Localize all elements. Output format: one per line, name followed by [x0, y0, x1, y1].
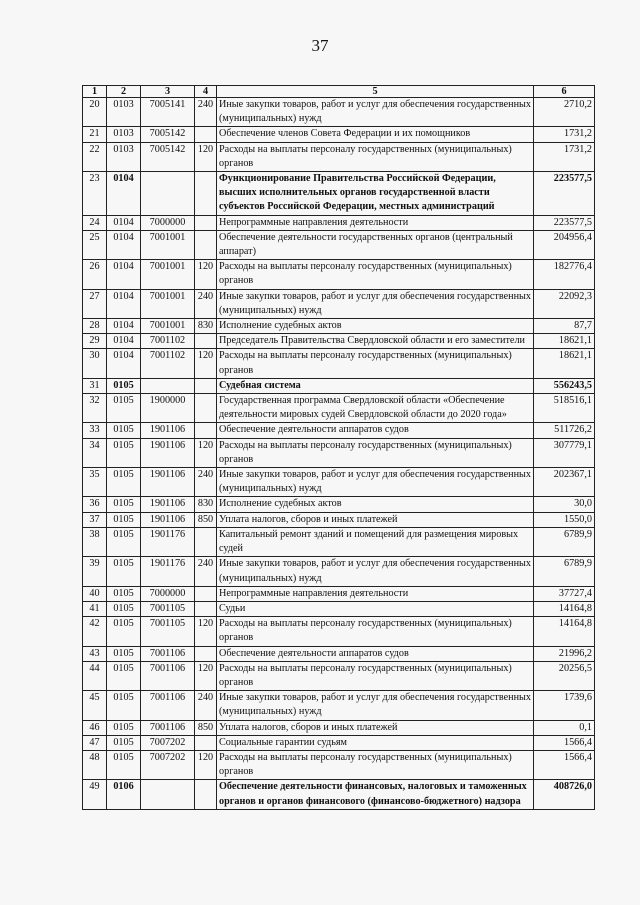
table-row: [83, 557, 595, 586]
budget-table: [82, 85, 595, 810]
section-code: 0105: [107, 646, 141, 661]
row-description: Расходы на выплаты персоналу государственных (муниципальных) органов: [217, 438, 534, 467]
row-description: Иные закупки товаров, работ и услуг для обеспечения государственных (муниципальных) нужд: [217, 691, 534, 720]
row-description: Исполнение судебных актов: [217, 319, 534, 334]
section-code: 0104: [107, 215, 141, 230]
page-number: 37: [311, 36, 329, 55]
row-description: Непрограммные направления деятельности: [217, 586, 534, 601]
table-row: [83, 349, 595, 378]
expense-type: [195, 394, 217, 423]
section-code: 0105: [107, 512, 141, 527]
table-row: [83, 601, 595, 616]
row-amount: 511726,2: [534, 423, 595, 438]
row-number: 29: [83, 334, 107, 349]
expense-type: [195, 334, 217, 349]
row-description: Непрограммные направления деятельности: [217, 215, 534, 230]
table-row: [83, 661, 595, 690]
expense-type: 850: [195, 720, 217, 735]
target-code: 7001106: [141, 661, 195, 690]
row-amount: 18621,1: [534, 349, 595, 378]
table-row: [83, 423, 595, 438]
expense-type: [195, 646, 217, 661]
target-code: 7001106: [141, 691, 195, 720]
expense-type: [195, 378, 217, 393]
expense-type: [195, 735, 217, 750]
target-code: 7001001: [141, 319, 195, 334]
table-header-row: [83, 86, 595, 98]
row-number: 38: [83, 527, 107, 556]
row-description: Обеспечение деятельности аппаратов судов: [217, 646, 534, 661]
table-row: [83, 646, 595, 661]
target-code: 7007202: [141, 750, 195, 779]
table-row: [83, 512, 595, 527]
row-number: 34: [83, 438, 107, 467]
row-number: 30: [83, 349, 107, 378]
expense-type: 120: [195, 661, 217, 690]
row-description: Судебная система: [217, 378, 534, 393]
section-code: 0105: [107, 735, 141, 750]
row-number: 20: [83, 98, 107, 127]
row-amount: 30,0: [534, 497, 595, 512]
target-code: 7001102: [141, 334, 195, 349]
row-description: Иные закупки товаров, работ и услуг для обеспечения государственных (муниципальных) нужд: [217, 468, 534, 497]
row-amount: 1739,6: [534, 691, 595, 720]
row-description: Расходы на выплаты персоналу государственных (муниципальных) органов: [217, 349, 534, 378]
table-row: [83, 230, 595, 259]
target-code: 1901106: [141, 423, 195, 438]
target-code: 1901176: [141, 527, 195, 556]
row-number: 49: [83, 780, 107, 809]
target-code: 7001001: [141, 289, 195, 318]
row-number: 35: [83, 468, 107, 497]
expense-type: 240: [195, 468, 217, 497]
target-code: [141, 780, 195, 809]
header-col-6: 6: [534, 86, 595, 98]
row-number: 21: [83, 127, 107, 142]
row-amount: 1731,2: [534, 142, 595, 171]
expense-type: [195, 586, 217, 601]
row-amount: 223577,5: [534, 215, 595, 230]
expense-type: 830: [195, 497, 217, 512]
row-description: Капитальный ремонт зданий и помещений для размещения мировых судей: [217, 527, 534, 556]
row-number: 26: [83, 260, 107, 289]
expense-type: 120: [195, 260, 217, 289]
row-amount: 1731,2: [534, 127, 595, 142]
section-code: 0104: [107, 319, 141, 334]
row-description: Обеспечение членов Совета Федерации и их помощников: [217, 127, 534, 142]
table-row: [83, 617, 595, 646]
expense-type: [195, 230, 217, 259]
table-row: [83, 497, 595, 512]
row-description: Иные закупки товаров, работ и услуг для обеспечения государственных (муниципальных) нужд: [217, 289, 534, 318]
table-row: [83, 527, 595, 556]
row-amount: 202367,1: [534, 468, 595, 497]
expense-type: [195, 527, 217, 556]
row-description: Иные закупки товаров, работ и услуг для обеспечения государственных (муниципальных) нужд: [217, 557, 534, 586]
target-code: [141, 172, 195, 216]
table-row: [83, 127, 595, 142]
target-code: 1900000: [141, 394, 195, 423]
target-code: 7005142: [141, 142, 195, 171]
section-code: 0105: [107, 601, 141, 616]
section-code: 0105: [107, 527, 141, 556]
expense-type: [195, 780, 217, 809]
row-number: 39: [83, 557, 107, 586]
row-number: 45: [83, 691, 107, 720]
section-code: 0105: [107, 750, 141, 779]
header-col-5: 5: [217, 86, 534, 98]
target-code: 7000000: [141, 215, 195, 230]
row-description: Председатель Правительства Свердловской области и его заместители: [217, 334, 534, 349]
target-code: 7001106: [141, 720, 195, 735]
row-amount: 1550,0: [534, 512, 595, 527]
section-code: 0103: [107, 142, 141, 171]
row-number: 40: [83, 586, 107, 601]
row-number: 48: [83, 750, 107, 779]
table-row: [83, 780, 595, 809]
expense-type: [195, 172, 217, 216]
table-row: [83, 586, 595, 601]
section-code: 0104: [107, 334, 141, 349]
expense-type: 240: [195, 691, 217, 720]
target-code: 7005141: [141, 98, 195, 127]
row-description: Расходы на выплаты персоналу государственных (муниципальных) органов: [217, 661, 534, 690]
header-col-3: 3: [141, 86, 195, 98]
section-code: 0105: [107, 497, 141, 512]
target-code: 1901106: [141, 512, 195, 527]
section-code: 0106: [107, 780, 141, 809]
header-col-1: 1: [83, 86, 107, 98]
row-number: 44: [83, 661, 107, 690]
row-description: Расходы на выплаты персоналу государственных (муниципальных) органов: [217, 260, 534, 289]
expense-type: 120: [195, 617, 217, 646]
row-number: 43: [83, 646, 107, 661]
row-number: 33: [83, 423, 107, 438]
row-amount: 204956,4: [534, 230, 595, 259]
section-code: 0104: [107, 349, 141, 378]
section-code: 0104: [107, 289, 141, 318]
section-code: 0105: [107, 394, 141, 423]
table-row: [83, 720, 595, 735]
table-row: [83, 735, 595, 750]
target-code: 7001001: [141, 260, 195, 289]
table-row: [83, 142, 595, 171]
table-row: [83, 98, 595, 127]
header-col-4: 4: [195, 86, 217, 98]
expense-type: 120: [195, 142, 217, 171]
row-description: Расходы на выплаты персоналу государственных (муниципальных) органов: [217, 142, 534, 171]
row-amount: 6789,9: [534, 557, 595, 586]
target-code: 7001105: [141, 617, 195, 646]
target-code: 7001106: [141, 646, 195, 661]
row-amount: 182776,4: [534, 260, 595, 289]
section-code: 0105: [107, 557, 141, 586]
row-amount: 223577,5: [534, 172, 595, 216]
expense-type: 830: [195, 319, 217, 334]
row-number: 46: [83, 720, 107, 735]
row-amount: 20256,5: [534, 661, 595, 690]
row-amount: 87,7: [534, 319, 595, 334]
row-description: Обеспечение деятельности финансовых, налоговых и таможенных органов и органов финансового (финансово-бюджетного) надзора: [217, 780, 534, 809]
section-code: 0105: [107, 423, 141, 438]
row-amount: 21996,2: [534, 646, 595, 661]
table-body: [83, 98, 595, 810]
target-code: 7001105: [141, 601, 195, 616]
target-code: 1901106: [141, 468, 195, 497]
section-code: 0105: [107, 468, 141, 497]
expense-type: [195, 423, 217, 438]
expense-type: 120: [195, 750, 217, 779]
target-code: 7005142: [141, 127, 195, 142]
section-code: 0105: [107, 586, 141, 601]
row-number: 27: [83, 289, 107, 318]
row-number: 41: [83, 601, 107, 616]
table-row: [83, 215, 595, 230]
target-code: 7001102: [141, 349, 195, 378]
row-description: Иные закупки товаров, работ и услуг для обеспечения государственных (муниципальных) нужд: [217, 98, 534, 127]
table-row: [83, 334, 595, 349]
target-code: 7001001: [141, 230, 195, 259]
row-amount: 307779,1: [534, 438, 595, 467]
row-description: Уплата налогов, сборов и иных платежей: [217, 720, 534, 735]
section-code: 0105: [107, 661, 141, 690]
expense-type: [195, 601, 217, 616]
section-code: 0105: [107, 617, 141, 646]
row-amount: 2710,2: [534, 98, 595, 127]
target-code: 1901106: [141, 438, 195, 467]
row-amount: 0,1: [534, 720, 595, 735]
row-description: Государственная программа Свердловской области «Обеспечение деятельности мировых судей Свердловской области до 2020 года»: [217, 394, 534, 423]
row-number: 28: [83, 319, 107, 334]
section-code: 0105: [107, 720, 141, 735]
expense-type: 120: [195, 438, 217, 467]
table-row: [83, 394, 595, 423]
row-amount: 1566,4: [534, 750, 595, 779]
expense-type: 240: [195, 98, 217, 127]
row-description: Уплата налогов, сборов и иных платежей: [217, 512, 534, 527]
row-number: 25: [83, 230, 107, 259]
row-description: Обеспечение деятельности государственных органов (центральный аппарат): [217, 230, 534, 259]
expense-type: [195, 215, 217, 230]
section-code: 0104: [107, 172, 141, 216]
row-description: Расходы на выплаты персоналу государственных (муниципальных) органов: [217, 750, 534, 779]
section-code: 0105: [107, 438, 141, 467]
table-row: [83, 438, 595, 467]
section-code: 0103: [107, 127, 141, 142]
expense-type: 850: [195, 512, 217, 527]
row-description: Социальные гарантии судьям: [217, 735, 534, 750]
row-amount: 14164,8: [534, 617, 595, 646]
row-number: 24: [83, 215, 107, 230]
expense-type: 120: [195, 349, 217, 378]
table-row: [83, 750, 595, 779]
target-code: 1901106: [141, 497, 195, 512]
row-number: 37: [83, 512, 107, 527]
table-row: [83, 172, 595, 216]
table-row: [83, 289, 595, 318]
expense-type: 240: [195, 289, 217, 318]
row-amount: 37727,4: [534, 586, 595, 601]
row-number: 47: [83, 735, 107, 750]
row-amount: 22092,3: [534, 289, 595, 318]
section-code: 0104: [107, 260, 141, 289]
table-row: [83, 378, 595, 393]
section-code: 0103: [107, 98, 141, 127]
row-description: Обеспечение деятельности аппаратов судов: [217, 423, 534, 438]
row-amount: 556243,5: [534, 378, 595, 393]
section-code: 0105: [107, 691, 141, 720]
row-amount: 18621,1: [534, 334, 595, 349]
row-amount: 14164,8: [534, 601, 595, 616]
row-number: 23: [83, 172, 107, 216]
section-code: 0105: [107, 378, 141, 393]
row-amount: 1566,4: [534, 735, 595, 750]
row-number: 32: [83, 394, 107, 423]
row-number: 31: [83, 378, 107, 393]
expense-type: 240: [195, 557, 217, 586]
table-row: [83, 319, 595, 334]
row-amount: 518516,1: [534, 394, 595, 423]
row-description: Судьи: [217, 601, 534, 616]
row-number: 36: [83, 497, 107, 512]
target-code: 7007202: [141, 735, 195, 750]
expense-type: [195, 127, 217, 142]
row-amount: 408726,0: [534, 780, 595, 809]
table-row: [83, 468, 595, 497]
table-row: [83, 691, 595, 720]
table-row: [83, 260, 595, 289]
header-col-2: 2: [107, 86, 141, 98]
row-description: Функционирование Правительства Российской Федерации, высших исполнительных органов государственной власти субъектов Российской Федерации, местных администраций: [217, 172, 534, 216]
target-code: 7000000: [141, 586, 195, 601]
target-code: [141, 378, 195, 393]
row-number: 22: [83, 142, 107, 171]
row-amount: 6789,9: [534, 527, 595, 556]
section-code: 0104: [107, 230, 141, 259]
row-description: Исполнение судебных актов: [217, 497, 534, 512]
target-code: 1901176: [141, 557, 195, 586]
row-number: 42: [83, 617, 107, 646]
row-description: Расходы на выплаты персоналу государственных (муниципальных) органов: [217, 617, 534, 646]
